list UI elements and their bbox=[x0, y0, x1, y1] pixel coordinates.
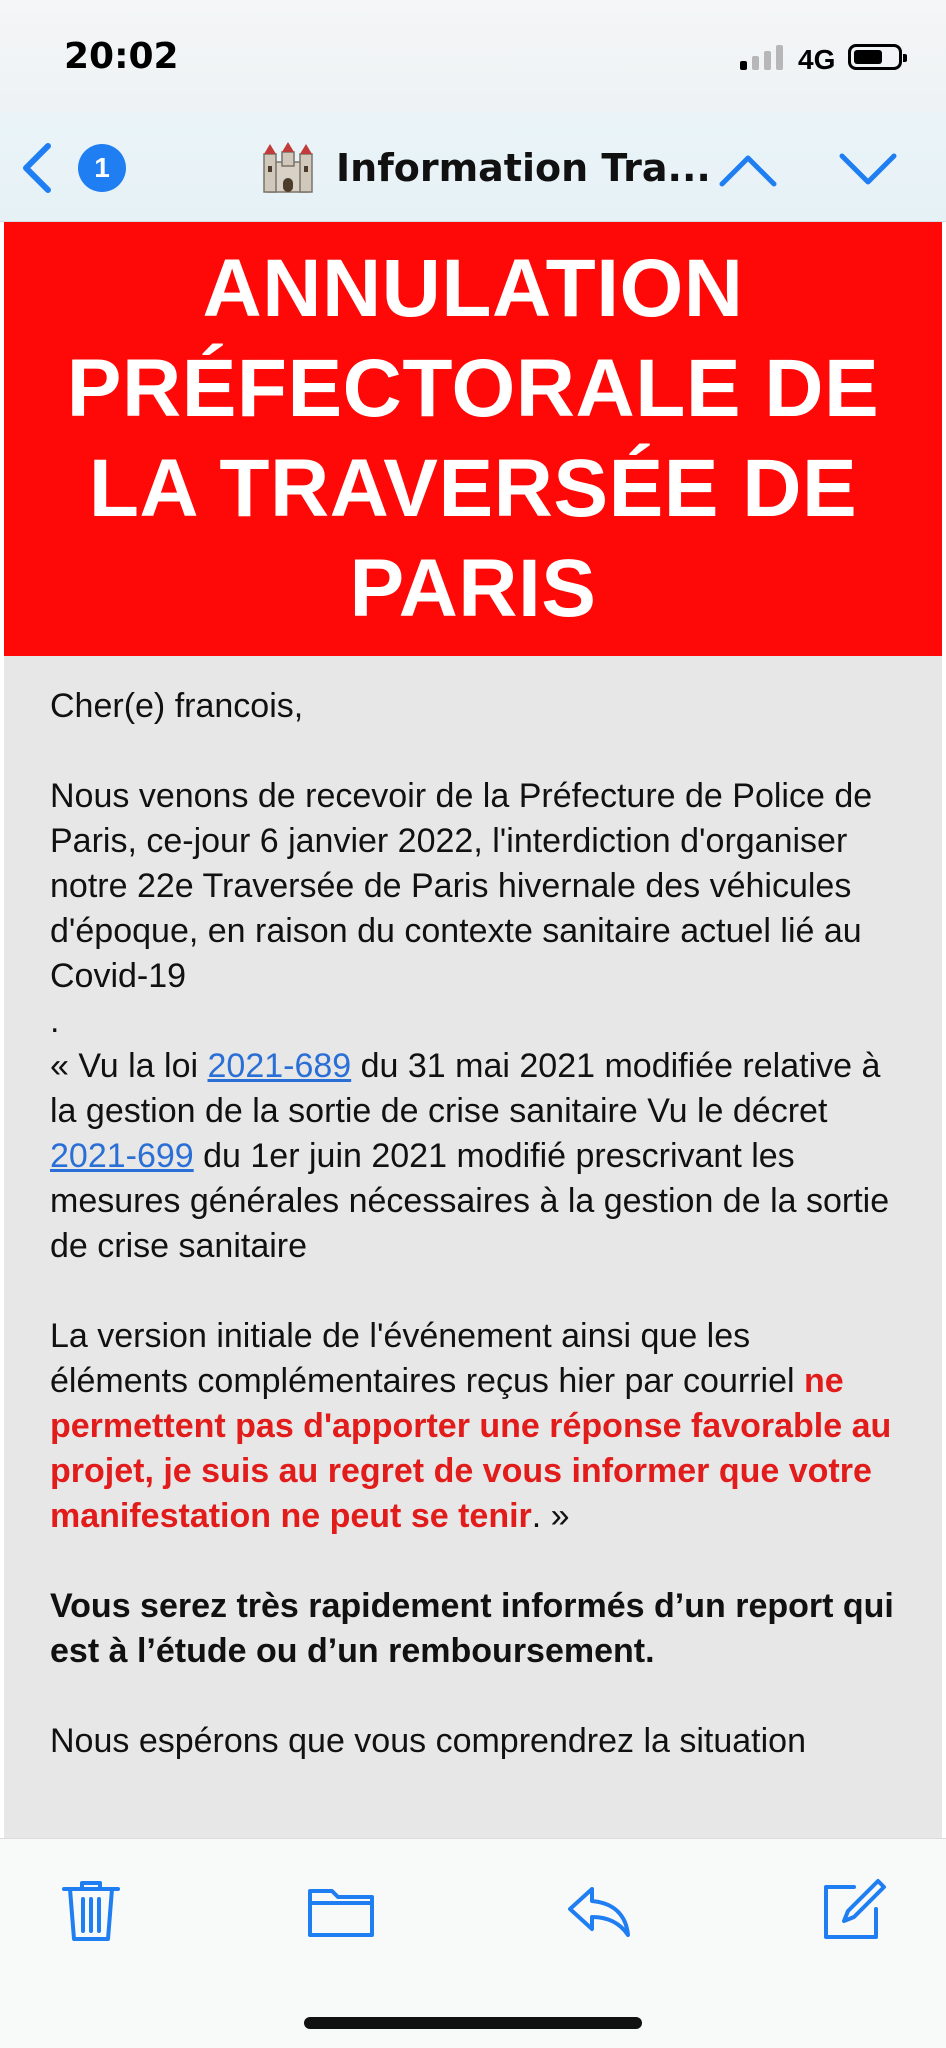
email-body bbox=[4, 222, 942, 1838]
cellular-signal-icon bbox=[740, 44, 783, 70]
network-type: 4G bbox=[798, 44, 836, 75]
mail-toolbar bbox=[0, 1838, 946, 2048]
back-button[interactable] bbox=[18, 138, 138, 198]
trash-icon[interactable] bbox=[56, 1875, 126, 1945]
email-text bbox=[4, 656, 942, 1764]
battery-icon bbox=[848, 44, 902, 70]
reply-icon[interactable] bbox=[564, 1875, 634, 1945]
decision-highlight: ne permettent pas d'apporter une réponse favorable au projet, je suis au regret de vous informer que votre manifestation ne peut se tenir bbox=[50, 1362, 892, 1535]
paragraph-intro: Nous venons de recevoir de la Préfecture de Police de Paris, ce-jour 6 janvier 2022, l'interdiction d'organiser notre 22e Traversée de Paris hivernale des véhicules d'époque, en raison du contexte sanitaire actuel lié au Covid-19 bbox=[50, 777, 873, 995]
home-indicator[interactable] bbox=[304, 2017, 642, 2029]
paragraph-closing: Nous espérons que vous comprendrez la situation bbox=[50, 1722, 806, 1760]
banner-text: ANNULATION PRÉFECTORALE DE LA TRAVERSÉE DE PARIS bbox=[66, 243, 880, 634]
decision-text: La version initiale de l'événement ainsi que les éléments complémentaires reçus hier par courriel bbox=[50, 1317, 804, 1400]
quote-text-3: du 1er juin 2021 modifié prescrivant les mesures générales nécessaires à la gestion de la sortie de crise sanitaire bbox=[50, 1137, 890, 1265]
paragraph-dot: . bbox=[50, 1002, 60, 1040]
quote-text-2: du 31 mai 2021 modifiée relative à la gestion de la sortie de crise sanitaire Vu le décret bbox=[50, 1047, 881, 1130]
paragraph-refund: Vous serez très rapidement informés d’un report qui est à l’étude ou d’un remboursement. bbox=[50, 1587, 894, 1670]
paragraph-quote bbox=[50, 1044, 896, 1269]
chevron-left-icon bbox=[18, 142, 58, 194]
cancellation-banner bbox=[4, 222, 942, 656]
paragraph-decision bbox=[50, 1314, 896, 1539]
compose-icon[interactable] bbox=[818, 1875, 888, 1945]
status-time: 20:02 bbox=[64, 36, 179, 77]
greeting: Cher(e) francois, bbox=[50, 687, 304, 725]
nav-title: Information Tra... bbox=[336, 146, 711, 190]
unread-badge: 1 bbox=[78, 144, 126, 192]
law-link[interactable]: 2021-689 bbox=[207, 1047, 352, 1085]
folder-icon[interactable] bbox=[306, 1875, 376, 1945]
decree-link[interactable]: 2021-699 bbox=[50, 1137, 194, 1175]
quote-text-1: « Vu la loi bbox=[50, 1047, 208, 1085]
decision-end: . » bbox=[531, 1497, 570, 1535]
mail-nav-bar bbox=[0, 112, 946, 222]
next-message-button[interactable] bbox=[838, 150, 898, 190]
status-bar bbox=[0, 0, 946, 112]
message-subject bbox=[262, 140, 711, 196]
castle-icon bbox=[262, 142, 314, 194]
previous-message-button[interactable] bbox=[718, 150, 778, 190]
